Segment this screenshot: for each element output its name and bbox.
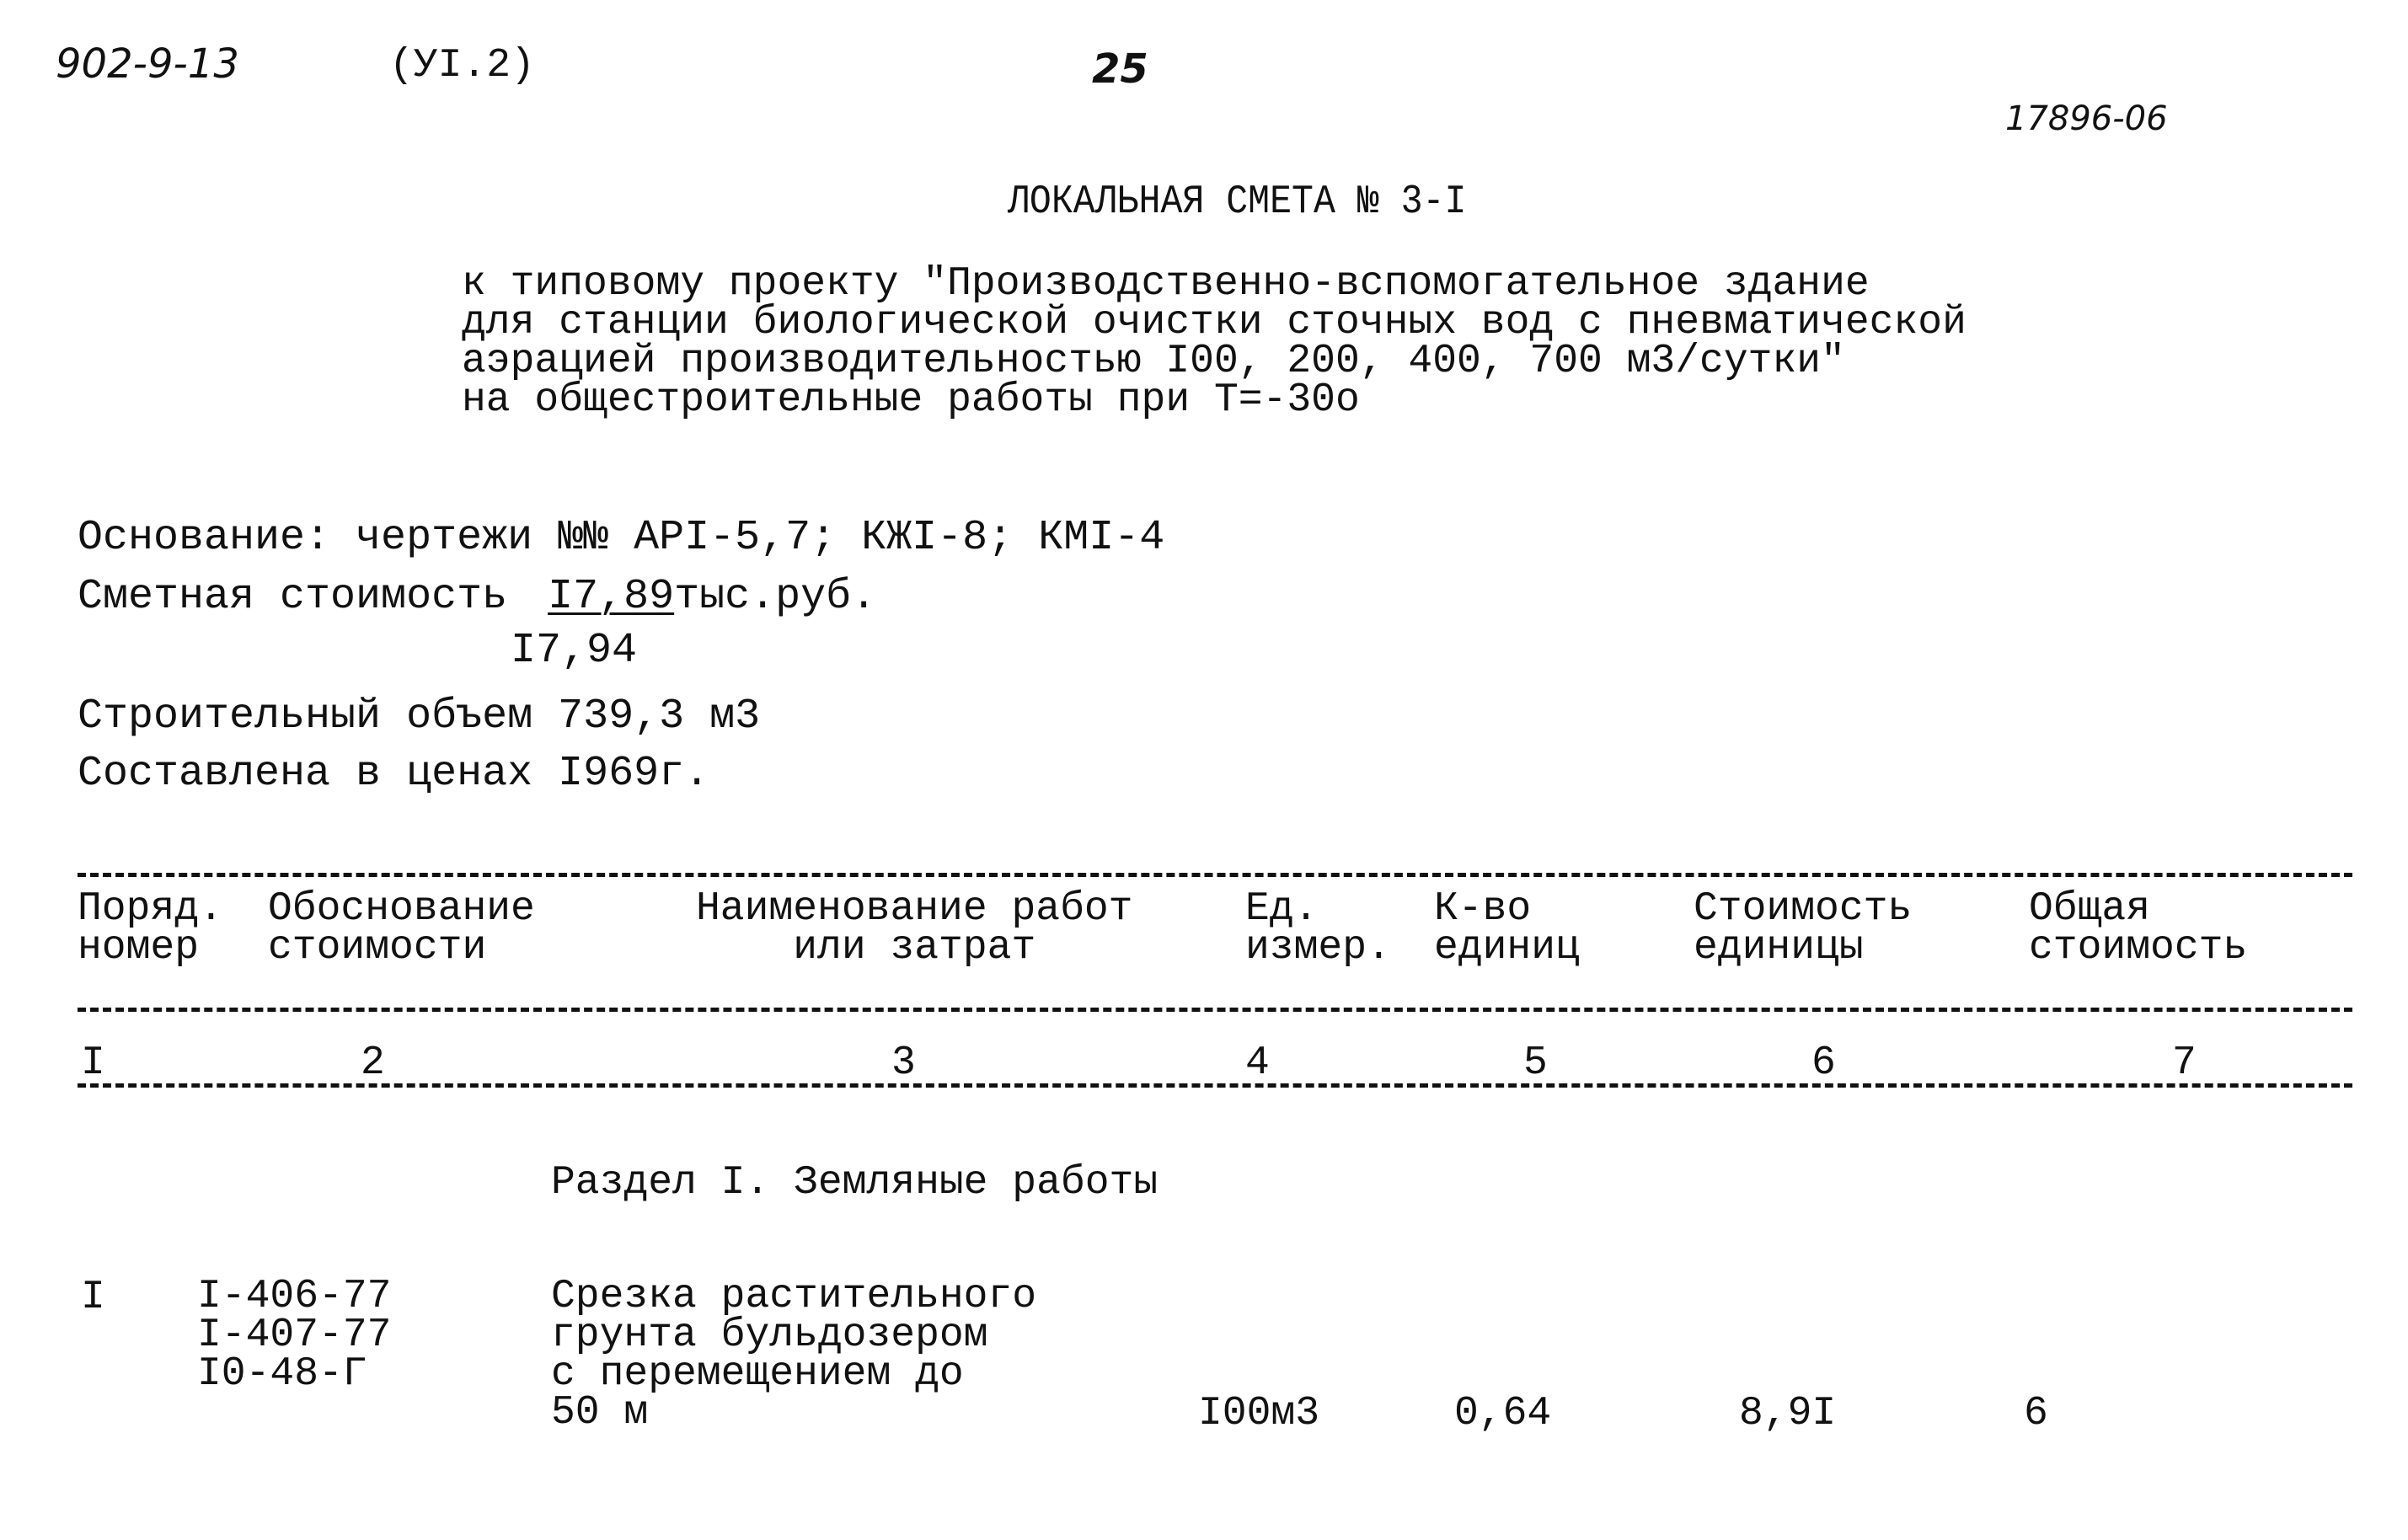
- row-total-cost: 6: [2024, 1391, 2048, 1436]
- price-basis: Составлена в ценах I969г.: [78, 750, 710, 798]
- work-name-line: Срезка растительного: [551, 1274, 1037, 1319]
- column-number-2: 2: [361, 1040, 385, 1086]
- table-header-rule: [78, 1008, 2352, 1012]
- building-volume: Строительный объем 739,3 м3: [78, 692, 761, 741]
- header-cost-basis: [268, 886, 535, 971]
- header-line: Наименование работ: [696, 886, 1133, 932]
- basis-line: I-406-77: [197, 1274, 392, 1319]
- cost-unit: тыс.руб.: [674, 573, 877, 621]
- document-subtitle: [462, 261, 1967, 423]
- row-unit-cost: 8,9I: [1739, 1391, 1837, 1436]
- header-line: Общая: [2029, 886, 2151, 932]
- header-total-cost: [2029, 886, 2248, 971]
- basis-line: Основание: чертежи №№ АРI-5,7; КЖI-8; КМI-4: [78, 514, 1165, 562]
- header-line: Стоимость: [1694, 886, 1913, 932]
- subtitle-line: аэрацией производительностью I00, 200, 400, 700 м3/сутки": [462, 339, 1845, 384]
- work-name-line: 50 м: [551, 1390, 649, 1436]
- column-number-4: 4: [1245, 1040, 1270, 1086]
- header-line: стоимость: [2029, 925, 2248, 971]
- header-line: единиц: [1434, 925, 1580, 971]
- table-numbers-rule: [78, 1083, 2352, 1088]
- basis-line: I0-48-Г: [197, 1351, 367, 1397]
- header-line: номер: [78, 925, 200, 971]
- header-quantity: [1434, 886, 1580, 971]
- header-line: единицы: [1694, 925, 1864, 971]
- subtitle-line: для станции биологической очистки сточных вод с пневматической: [462, 300, 1967, 345]
- page-number: 25: [1092, 45, 1148, 93]
- estimated-cost: [78, 573, 877, 621]
- section-title: Раздел I. Земляные работы: [551, 1160, 1159, 1206]
- cost-denominator: I7,94: [511, 627, 638, 675]
- column-number-3: 3: [891, 1040, 916, 1086]
- work-name-line: грунта бульдозером: [551, 1313, 988, 1358]
- column-number-5: 5: [1523, 1040, 1548, 1086]
- document-title: ЛОКАЛЬНАЯ СМЕТА № 3-I: [1008, 179, 1467, 225]
- column-number-6: 6: [1811, 1040, 1836, 1086]
- document-code: 902-9-13: [56, 40, 239, 88]
- header-work-name: [696, 886, 1133, 971]
- row-work-name: [551, 1274, 1037, 1436]
- cost-label: Сметная стоимость: [78, 573, 508, 621]
- volume-number: (УI.2): [389, 43, 535, 88]
- column-number-1: I: [81, 1040, 105, 1086]
- header-unit-cost: [1694, 886, 1913, 971]
- header-line: К-во: [1434, 886, 1532, 932]
- header-order-number: [78, 886, 223, 971]
- header-unit: [1245, 886, 1391, 971]
- subtitle-line: на общестроительные работы при Т=-30о: [462, 377, 1360, 423]
- row-number: I: [81, 1275, 105, 1320]
- column-number-7: 7: [2172, 1040, 2197, 1086]
- cost-numerator: I7,89: [548, 573, 675, 621]
- basis-line: I-407-77: [197, 1313, 392, 1358]
- table-top-rule: [78, 873, 2352, 877]
- header-line: Поряд.: [78, 886, 223, 932]
- inventory-number: 17896-06: [2005, 99, 2168, 138]
- header-line: или затрат: [793, 925, 1036, 971]
- header-line: стоимости: [268, 925, 487, 971]
- header-line: Ед.: [1245, 886, 1319, 932]
- subtitle-line: к типовому проекту "Производственно-вспомогательное здание: [462, 261, 1870, 307]
- row-quantity: 0,64: [1454, 1391, 1552, 1436]
- header-line: измер.: [1245, 925, 1391, 971]
- header-line: Обоснование: [268, 886, 535, 932]
- work-name-line: с перемещением до: [551, 1351, 964, 1397]
- row-cost-basis: [197, 1274, 392, 1397]
- row-unit: I00м3: [1198, 1391, 1320, 1436]
